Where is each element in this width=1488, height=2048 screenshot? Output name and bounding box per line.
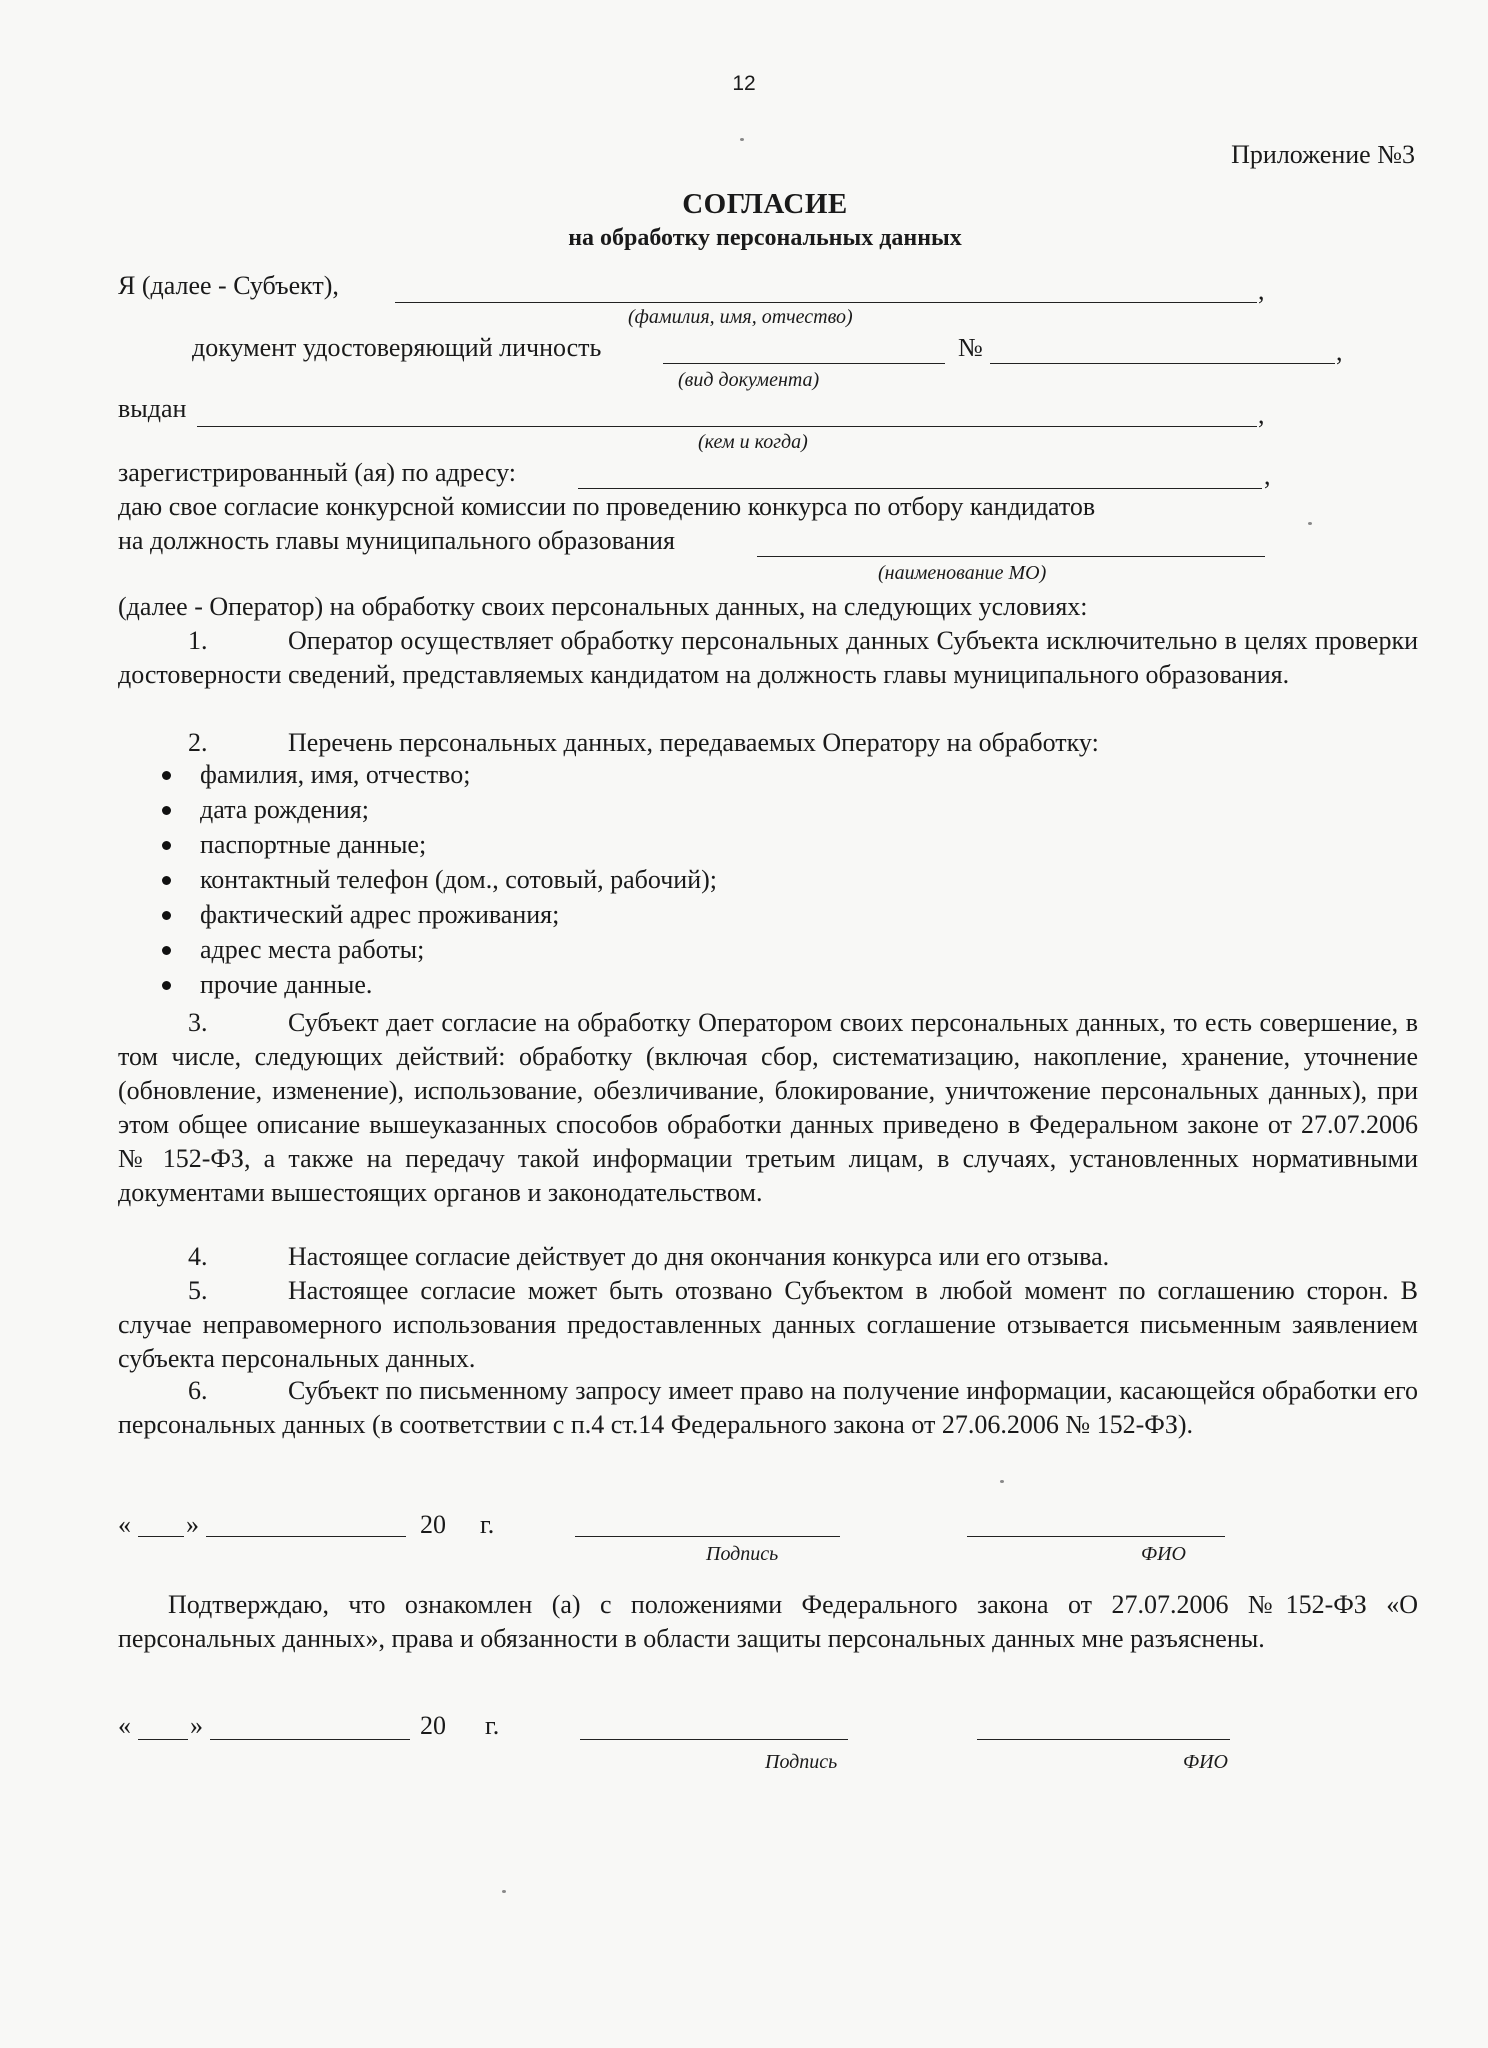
full-name-field[interactable] [967,1536,1225,1537]
year-suffix: г. [485,1711,500,1740]
item-text: Настоящее согласие может быть отозвано Субъектом в любой момент по соглашению сторон. В случае неправомерного использования предоставленных данных соглашение отзывается письменным заявлением субъекта персональных данных. [118,1276,1418,1373]
consent-line: даю свое согласие конкурсной комиссии по проведению конкурса по отбору кандидатов [118,492,1096,521]
item-text: Субъект дает согласие на обработку Оператором своих персональных данных, то есть совершение, в том числе, следующих действий: обработку (включая сбор, систематизацию, накопление, хранение, уточнение (обновление, изменение), использование, обезличивание, блокирование, уничтожение персональных данных), при этом общее описание вышеуказанных способов обработки данных приведено в Федеральном законе от 27.07.2006 № 152-ФЗ, а также на передачу такой информации третьим лицам, в случаях, установленных нормативными документами вышестоящих органов и законодательством. [118,1008,1418,1207]
item-number: 2. [188,728,208,757]
comma: , [1264,461,1271,490]
doc-number-label: № [958,333,983,362]
list-item: контактный телефон (дом., сотовый, рабочий); [200,862,717,897]
item-number: 1. [188,626,208,655]
month-field[interactable] [206,1536,406,1537]
item-text: Субъект по письменному запросу имеет право на получение информации, касающейся обработки его персональных данных (в соответствии с п.4 ст.14 Федерального закона от 27.06.2006 № 152-ФЗ). [118,1376,1418,1439]
operator-line: (далее - Оператор) на обработку своих персональных данных, на следующих условиях: [118,592,1088,621]
appendix-label: Приложение №3 [1231,140,1415,169]
date-open: « [118,1510,131,1539]
item-6 [118,1374,1418,1442]
item-number: 6. [188,1376,208,1405]
page-number: 12 [732,72,756,95]
list-item: паспортные данные; [200,827,717,862]
scan-speck [1308,522,1312,525]
bullet-icon [162,876,171,885]
year-prefix: 20 [420,1510,446,1539]
item-1 [118,624,1418,692]
doc-label: документ удостоверяющий личность [192,333,602,362]
signature-caption: Подпись [706,1543,779,1565]
address-field[interactable] [578,488,1262,489]
item-text: Оператор осуществляет обработку персональных данных Субъекта исключительно в целях проверки достоверности сведений, представляемых кандидатом на должность главы муниципального образования. [118,626,1418,689]
doc-caption: (вид документа) [678,369,820,391]
issued-field[interactable] [197,426,1257,427]
bullet-icon [162,946,171,955]
day-field[interactable] [138,1739,188,1740]
list-item: дата рождения; [200,792,717,827]
item-3 [118,1006,1418,1210]
scan-speck [502,1890,506,1893]
list-item: фамилия, имя, отчество; [200,757,717,792]
year-prefix: 20 [420,1711,446,1740]
issued-caption: (кем и когда) [698,431,808,453]
document-title: СОГЛАСИЕ [682,188,848,220]
scan-speck [740,138,744,141]
comma: , [1336,337,1343,366]
signature-caption: Подпись [765,1751,838,1773]
document-subtitle: на обработку персональных данных [568,225,962,251]
item-number: 4. [188,1242,208,1271]
address-label: зарегистрированный (ая) по адресу: [118,458,517,487]
doc-type-field[interactable] [663,363,945,364]
subject-caption: (фамилия, имя, отчество) [628,306,853,328]
confirmation-text: Подтверждаю, что ознакомлен (а) с положениями Федерального закона от 27.07.2006 №152-ФЗ «О персональных данных», права и обязанности в области защиты персональных данных мне разъяснены. [118,1590,1418,1653]
bullet-icon [162,771,171,780]
item-5 [118,1274,1418,1376]
scan-speck [1000,1480,1004,1483]
date-close: » [190,1711,203,1740]
bullet-icon [162,806,171,815]
bullet-icon [162,911,171,920]
date-open: « [118,1711,131,1740]
signature-field[interactable] [575,1536,840,1537]
personal-data-list [200,757,717,1002]
full-name-field[interactable] [977,1739,1230,1740]
name-caption: ФИО [1183,1751,1228,1773]
item-number: 5. [188,1276,208,1305]
doc-number-field[interactable] [990,363,1335,364]
bullet-icon [162,841,171,850]
list-item: адрес места работы; [200,932,717,967]
name-caption: ФИО [1141,1543,1186,1565]
list-item: фактический адрес проживания; [200,897,717,932]
item-number: 3. [188,1008,208,1037]
item-text: Настоящее согласие действует до дня окончания конкурса или его отзыва. [288,1242,1110,1271]
date-close: » [186,1510,199,1539]
bullet-icon [162,981,171,990]
position-caption: (наименование МО) [878,562,1047,584]
item-2 [118,726,1418,760]
item-text: Перечень персональных данных, передаваемых Оператору на обработку: [288,728,1099,757]
comma: , [1258,276,1265,305]
item-4 [118,1240,1418,1274]
subject-label: Я (далее - Субъект), [118,271,339,300]
list-item: прочие данные. [200,967,717,1002]
municipality-field[interactable] [757,556,1265,557]
day-field[interactable] [138,1536,184,1537]
month-field[interactable] [210,1739,410,1740]
position-label: на должность главы муниципального образования [118,526,675,555]
subject-name-field[interactable] [395,302,1257,303]
signature-field[interactable] [580,1739,848,1740]
issued-label: выдан [118,394,187,423]
year-suffix: г. [480,1510,495,1539]
comma: , [1258,400,1265,429]
